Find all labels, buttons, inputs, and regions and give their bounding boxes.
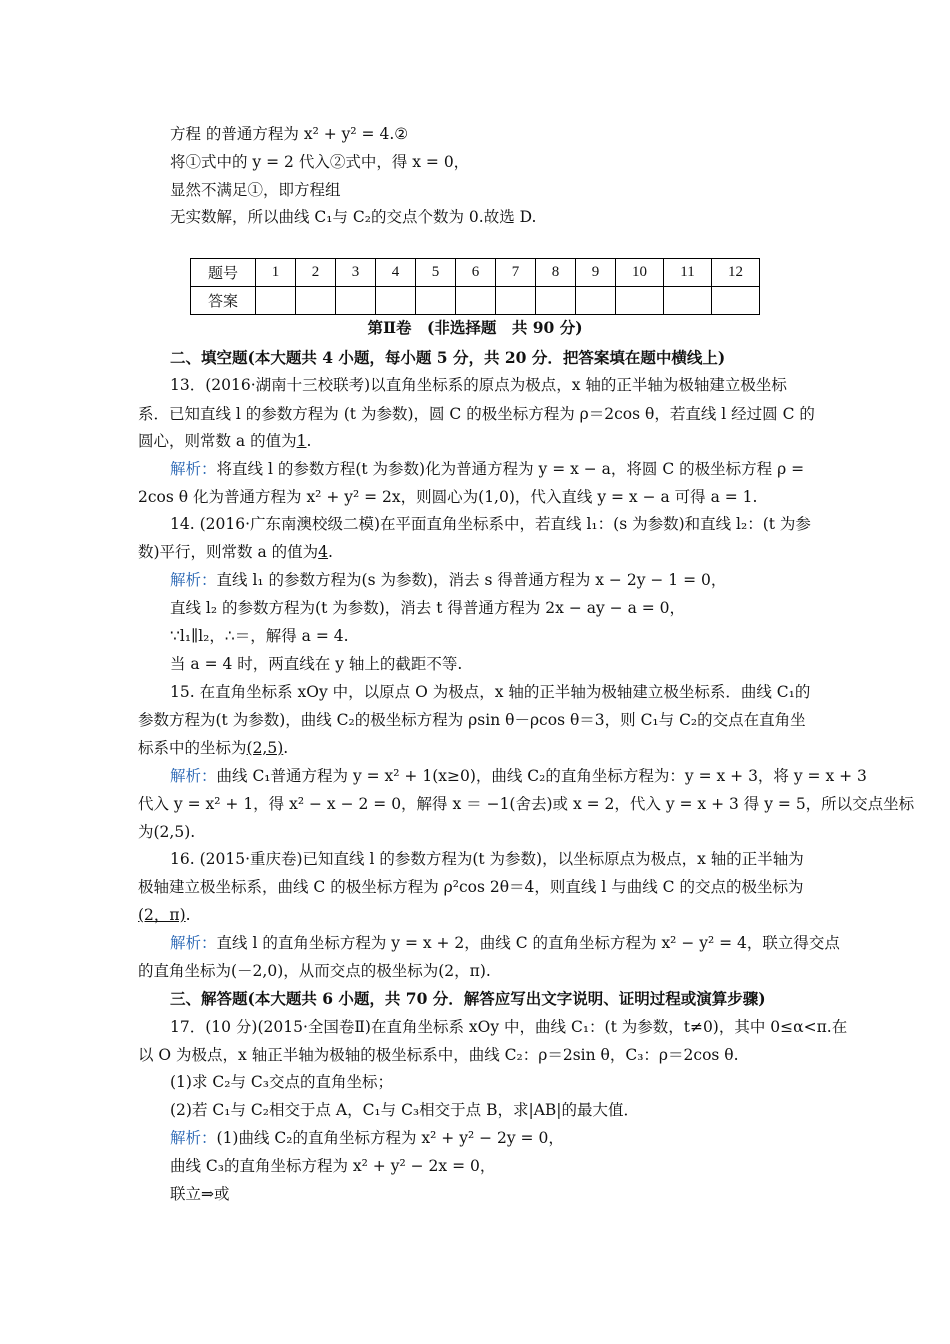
text-line: [138, 542, 333, 562]
analysis-text: 直线 l 的直角坐标方程为 y = x + 2，曲线 C 的直角坐标方程为 x² − y² = 4，联立得交点: [216, 934, 840, 952]
text-line: 显然不满足①，即方程组: [170, 181, 341, 199]
table-cell: [496, 287, 536, 315]
table-cell: [296, 287, 336, 315]
text-line: 2cos θ 化为普通方程为 x² + y² = 2x，则圆心为(1,0)，代入直线 y = x − a 可得 a = 1.: [138, 488, 758, 506]
text-line: 联立⇒或: [170, 1185, 230, 1203]
section-heading: 二、填空题(本大题共 4 小题，每小题 5 分，共 20 分．把答案填在题中横线上): [170, 348, 726, 367]
text-line: 将①式中的 y = 2 代入②式中，得 x = 0，: [170, 153, 470, 171]
text-line: [138, 905, 191, 925]
text-line: [138, 738, 288, 758]
analysis-label: 解析：: [170, 460, 217, 478]
table-cell: [456, 287, 496, 315]
punctuation: .: [328, 543, 333, 561]
table-cell: 6: [456, 259, 496, 287]
table-row: [191, 259, 760, 287]
table-cell: 10: [616, 259, 664, 287]
table-cell: [256, 287, 296, 315]
question-text: 圆心，则常数 a 的值为: [138, 432, 297, 450]
table-cell: 答案: [191, 287, 256, 315]
text-line: 代入 y = x² + 1，得 x² − x − 2 = 0，解得 x ＝ −1(舍去)或 x = 2，代入 y = x + 3 得 y = 5，所以交点坐标: [138, 795, 915, 813]
table-cell: 3: [336, 259, 376, 287]
table-cell: [376, 287, 416, 315]
punctuation: .: [185, 906, 191, 924]
text-line: 13．(2016·湖南十三校联考)以直角坐标系的原点为极点，x 轴的正半轴为极轴建立极坐标: [170, 376, 787, 394]
text-line: 当 a = 4 时，两直线在 y 轴上的截距不等.: [170, 655, 463, 673]
answer-blank: 1: [296, 432, 307, 450]
analysis-text: 将直线 l 的参数方程(t 为参数)化为普通方程为 y = x − a，将圆 C 的极坐标方程 ρ =: [216, 460, 805, 478]
text-line: (1)求 C₂与 C₃交点的直角坐标；: [170, 1073, 393, 1091]
table-cell: 12: [712, 259, 760, 287]
text-line: 的直角坐标为(－2,0)，从而交点的极坐标为(2，π).: [138, 962, 491, 980]
table-cell: [664, 287, 712, 315]
analysis-label: 解析：: [170, 934, 217, 952]
section-title: 第Ⅱ卷 (非选择题 共 90 分): [367, 318, 583, 337]
table-cell: [616, 287, 664, 315]
text-line: [170, 459, 804, 479]
table-cell: [536, 287, 576, 315]
text-line: 15. 在直角坐标系 xOy 中，以原点 O 为极点，x 轴的正半轴为极轴建立极坐标系．曲线 C₁的: [170, 683, 811, 701]
text-line: [170, 766, 867, 786]
analysis-text: 直线 l₁ 的参数方程为(s 为参数)，消去 s 得普通方程为 x − 2y − 1 = 0，: [216, 571, 727, 589]
answer-table: [190, 258, 760, 315]
text-line: 为(2,5).: [138, 823, 196, 841]
answer-blank: 4: [318, 543, 329, 561]
question-text: 标系中的坐标为: [138, 739, 247, 757]
table-cell: 1: [256, 259, 296, 287]
analysis-label: 解析：: [170, 767, 217, 785]
table-cell: 5: [416, 259, 456, 287]
text-line: [138, 431, 311, 451]
punctuation: .: [306, 432, 312, 450]
table-cell: 8: [536, 259, 576, 287]
text-line: ∵l₁∥l₂，∴＝，解得 a = 4.: [170, 627, 349, 645]
section-heading: 三、解答题(本大题共 6 小题，共 70 分．解答应写出文字说明、证明过程或演算步骤): [170, 989, 766, 1008]
table-cell: 题号: [191, 259, 256, 287]
table-row: [191, 287, 760, 315]
table-cell: 4: [376, 259, 416, 287]
text-line: (2)若 C₁与 C₂相交于点 A，C₁与 C₃相交于点 B，求|AB|的最大值．: [170, 1101, 639, 1119]
text-line: 无实数解，所以曲线 C₁与 C₂的交点个数为 0.故选 D.: [170, 208, 537, 226]
analysis-label: 解析：: [170, 571, 217, 589]
table-cell: [416, 287, 456, 315]
punctuation: .: [283, 739, 289, 757]
text-line: 方程 的普通方程为 x² + y² = 4.②: [170, 125, 409, 143]
question-text: 数)平行，则常数 a 的值为: [138, 543, 319, 561]
answer-blank: (2,5): [246, 739, 284, 757]
text-line: 极轴建立极坐标系，曲线 C 的极坐标方程为 ρ²cos 2θ＝4，则直线 l 与曲线 C 的交点的极坐标为: [138, 878, 804, 896]
text-line: 17．(10 分)(2015·全国卷Ⅱ)在直角坐标系 xOy 中，曲线 C₁：(t 为参数，t≠0)，其中 0≤α<π.在: [170, 1018, 848, 1036]
answer-blank: (2，π): [138, 906, 186, 924]
table-cell: [336, 287, 376, 315]
analysis-text: (1)曲线 C₂的直角坐标方程为 x² + y² − 2y = 0，: [216, 1129, 564, 1147]
text-line: 曲线 C₃的直角坐标方程为 x² + y² − 2x = 0，: [170, 1157, 496, 1175]
table-cell: 7: [496, 259, 536, 287]
table-cell: 11: [664, 259, 712, 287]
analysis-text: 曲线 C₁普通方程为 y = x² + 1(x≥0)，曲线 C₂的直角坐标方程为：y = x + 3，将 y = x + 3: [216, 767, 867, 785]
text-line: [170, 933, 840, 953]
text-line: 直线 l₂ 的参数方程为(t 为参数)，消去 t 得普通方程为 2x − ay − a = 0，: [170, 599, 686, 617]
text-line: 以 O 为极点，x 轴正半轴为极轴的极坐标系中，曲线 C₂：ρ＝2sin θ，C₃：ρ＝2cos θ.: [138, 1046, 739, 1064]
table-cell: 9: [576, 259, 616, 287]
text-line: [170, 1128, 564, 1148]
text-line: [170, 570, 726, 590]
table-cell: [712, 287, 760, 315]
text-line: 参数方程为(t 为参数)，曲线 C₂的极坐标方程为 ρsin θ－ρcos θ＝3，则 C₁与 C₂的交点在直角坐: [138, 711, 806, 729]
table-cell: 2: [296, 259, 336, 287]
text-line: 16. (2015·重庆卷)已知直线 l 的参数方程为(t 为参数)，以坐标原点为极点，x 轴的正半轴为: [170, 850, 804, 868]
analysis-label: 解析：: [170, 1129, 217, 1147]
table-cell: [576, 287, 616, 315]
text-line: 系．已知直线 l 的参数方程为 (t 为参数)，圆 C 的极坐标方程为 ρ＝2cos θ，若直线 l 经过圆 C 的: [138, 405, 815, 423]
text-line: 14. (2016·广东南澳校级二模)在平面直角坐标系中，若直线 l₁：(s 为参数)和直线 l₂：(t 为参: [170, 515, 811, 533]
